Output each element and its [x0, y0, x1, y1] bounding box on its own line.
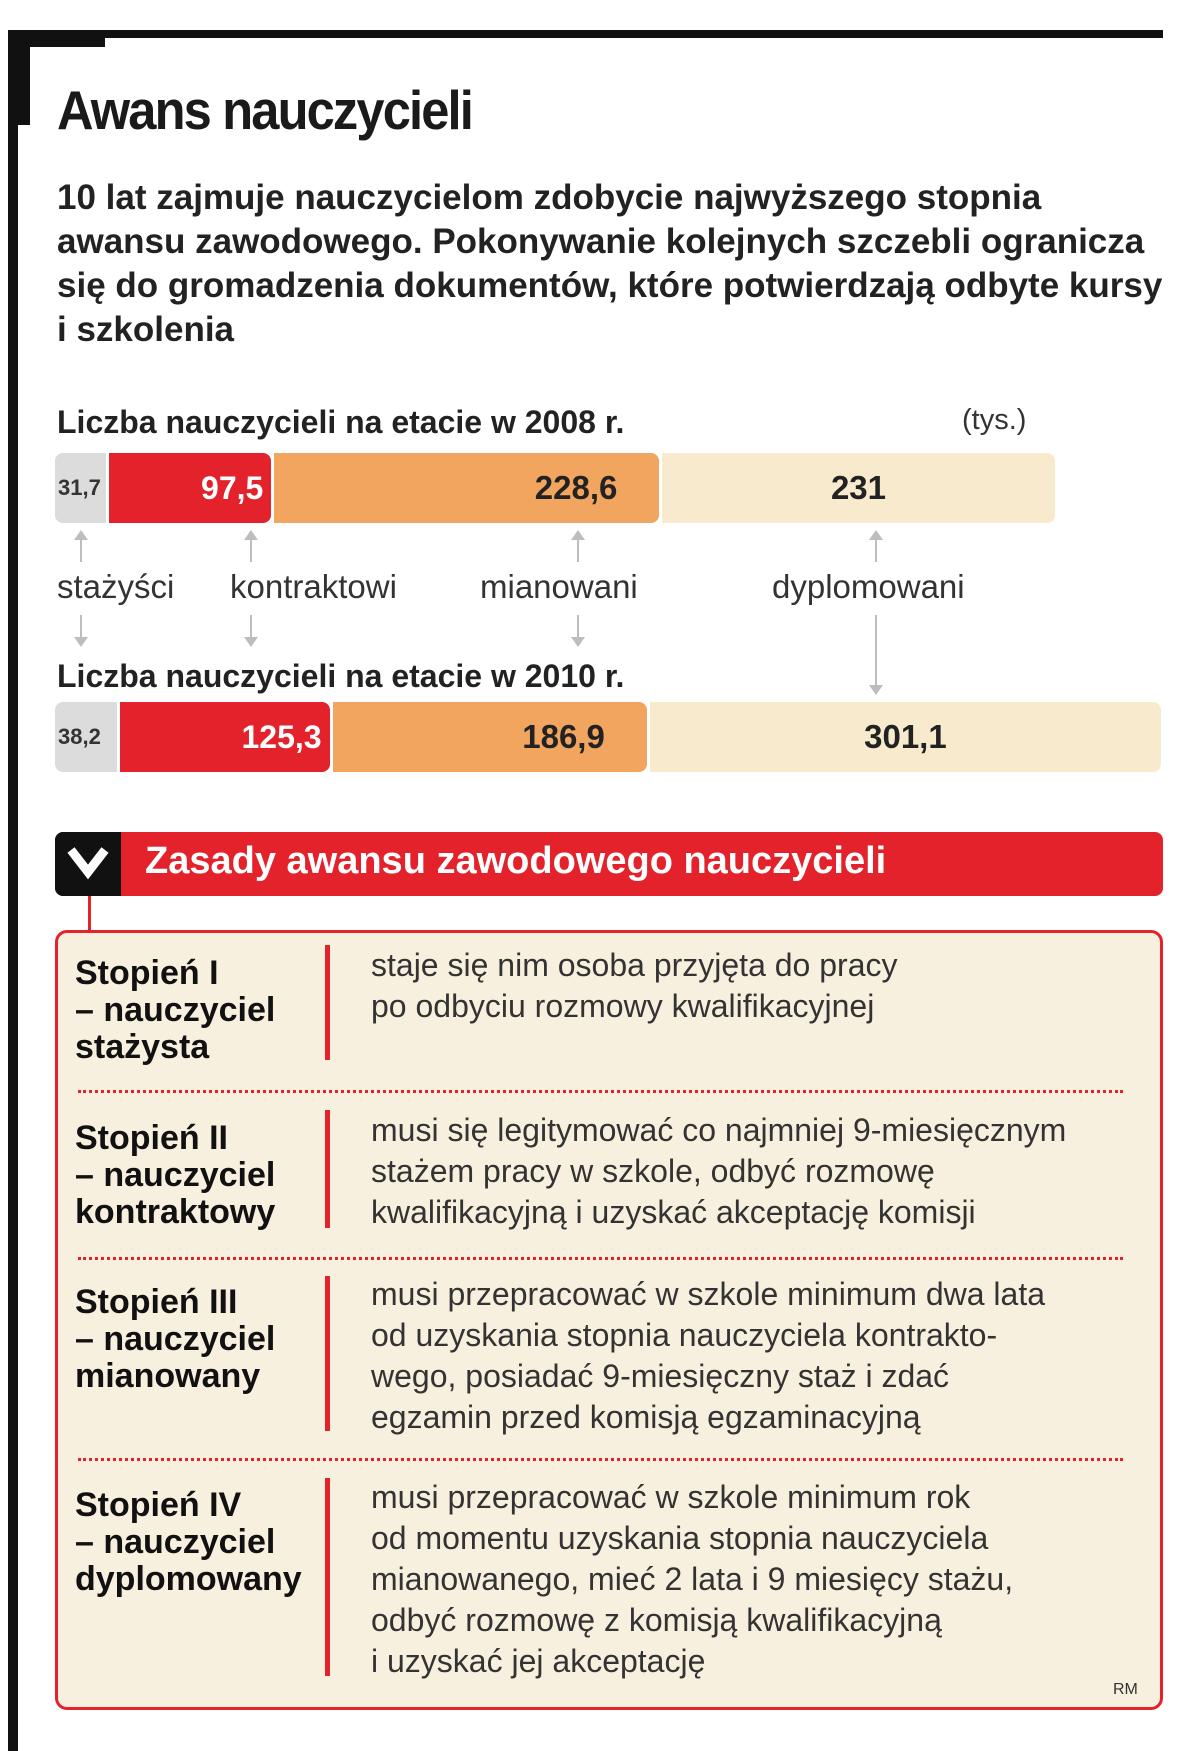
rule-text-2 [371, 1110, 1151, 1233]
rule-grade-line: Stopień II [75, 1119, 228, 1157]
arrow-down-icon [577, 615, 579, 645]
rules-title: Zasady awansu zawodowego nauczycieli [145, 840, 887, 882]
rule-separator [325, 1478, 330, 1676]
bar-value-label: 228,6 [534, 469, 618, 506]
rule-text-line: musi przepracować w szkole minimum dwa lata [371, 1276, 1045, 1312]
unit-label: (tys.) [962, 404, 1027, 436]
bar-value-label: 31,7 [58, 475, 101, 500]
rule-grade-line: – nauczyciel [75, 1320, 276, 1358]
rule-grade-4 [75, 1487, 302, 1598]
rule-text-line: stażem pracy w szkole, odbyć rozmowę [371, 1153, 935, 1189]
rule-grade-line: dyplomowany [75, 1560, 302, 1598]
arrow-up-icon [875, 532, 877, 562]
rule-text-line: od momentu uzyskania stopnia nauczyciela [371, 1520, 989, 1556]
category-label-1: kontraktowi [230, 568, 397, 605]
bar-2010-3 [650, 702, 1161, 772]
bar-2008-1 [109, 453, 272, 523]
rule-grade-line: kontraktowy [75, 1193, 276, 1231]
bar-value-label: 301,1 [864, 718, 947, 755]
bar-value-label: 38,2 [58, 724, 101, 749]
category-label-3: dyplomowani [772, 568, 965, 605]
arrow-down-icon [250, 615, 252, 645]
rule-grade-line: mianowany [75, 1357, 261, 1395]
rule-text-line: wego, posiadać 9-miesięczny staż i zdać [371, 1358, 950, 1394]
rule-text-line: mianowanego, mieć 2 lata i 9 miesięcy stażu, [371, 1561, 1014, 1597]
infographic-title: Awans nauczycieli [57, 79, 472, 141]
bar-2010-1 [120, 702, 330, 772]
rule-grade-line: Stopień IV [75, 1486, 242, 1524]
bar-value-label: 186,9 [522, 718, 605, 755]
bar-2008-2 [274, 453, 659, 523]
bar-2010-2 [333, 702, 647, 772]
arrow-up-icon [80, 532, 82, 562]
rule-text-line: kwalifikacyjną i uzyskać akceptację komisji [371, 1194, 976, 1230]
rule-grade-2 [75, 1120, 275, 1231]
rule-divider [78, 1090, 1123, 1093]
rule-text-1 [371, 945, 1151, 1027]
rule-text-line: od uzyskania stopnia nauczyciela kontrakto- [371, 1317, 998, 1353]
chevron-down-icon [55, 832, 121, 896]
rule-grade-3 [75, 1284, 275, 1395]
rule-divider [78, 1257, 1123, 1260]
chart-title-2008: Liczba nauczycieli na etacie w 2008 r. [57, 404, 625, 440]
bar-2010-0 [55, 702, 117, 772]
chart-title-2010: Liczba nauczycieli na etacie w 2010 r. [57, 658, 625, 694]
rule-grade-line: – nauczyciel [75, 1523, 276, 1561]
rule-text-line: musi się legitymować co najmniej 9-miesięcznym [371, 1112, 1067, 1148]
rule-grade-1 [75, 955, 275, 1066]
bar-2008-0 [55, 453, 106, 523]
rule-text-3 [371, 1274, 1151, 1438]
rule-text-line: odbyć rozmowę z komisją kwalifikacyjną [371, 1602, 942, 1638]
rules-connector [88, 896, 91, 930]
bar-value-label: 231 [830, 469, 886, 506]
arrow-down-icon [875, 615, 877, 693]
rule-separator [325, 1110, 330, 1228]
rule-text-4 [371, 1477, 1151, 1682]
rule-separator [325, 1276, 330, 1431]
arrow-down-icon [80, 615, 82, 645]
frame-top-rule [8, 30, 1163, 38]
bar-value-label: 97,5 [201, 469, 264, 506]
rule-grade-line: stażysta [75, 1028, 210, 1066]
rule-grade-line: Stopień I [75, 954, 219, 992]
rule-text-line: po odbyciu rozmowy kwalifikacyjnej [371, 988, 875, 1024]
arrow-up-icon [250, 532, 252, 562]
frame-cap [8, 30, 30, 125]
rule-grade-line: – nauczyciel [75, 991, 276, 1029]
rule-grade-line: – nauczyciel [75, 1156, 276, 1194]
bar-value-label: 125,3 [241, 718, 322, 755]
rule-text-line: musi przepracować w szkole minimum rok [371, 1479, 971, 1515]
rule-separator [325, 945, 330, 1060]
rule-text-line: staje się nim osoba przyjęta do pracy [371, 947, 898, 983]
source-initials: RM [1113, 1681, 1138, 1698]
frame-left-rule [8, 30, 18, 1751]
lead-paragraph: 10 lat zajmuje nauczycielom zdobycie najwyższego stopnia awansu zawodowego. Pokonywanie kolejnych szczebli ogranicza się do gromadzenia dokumentów, które potwierdzają odbyte kursy i szkolenia [57, 178, 1163, 349]
rule-divider [78, 1458, 1123, 1461]
category-label-0: stażyści [57, 568, 175, 605]
category-label-2: mianowani [480, 568, 638, 605]
rules-chevron-block [55, 832, 121, 896]
rule-text-line: i uzyskać jej akceptację [371, 1643, 706, 1679]
rule-grade-line: Stopień III [75, 1283, 238, 1321]
arrow-up-icon [577, 532, 579, 562]
rule-text-line: egzamin przed komisją egzaminacyjną [371, 1399, 921, 1435]
bar-2008-3 [662, 453, 1054, 523]
